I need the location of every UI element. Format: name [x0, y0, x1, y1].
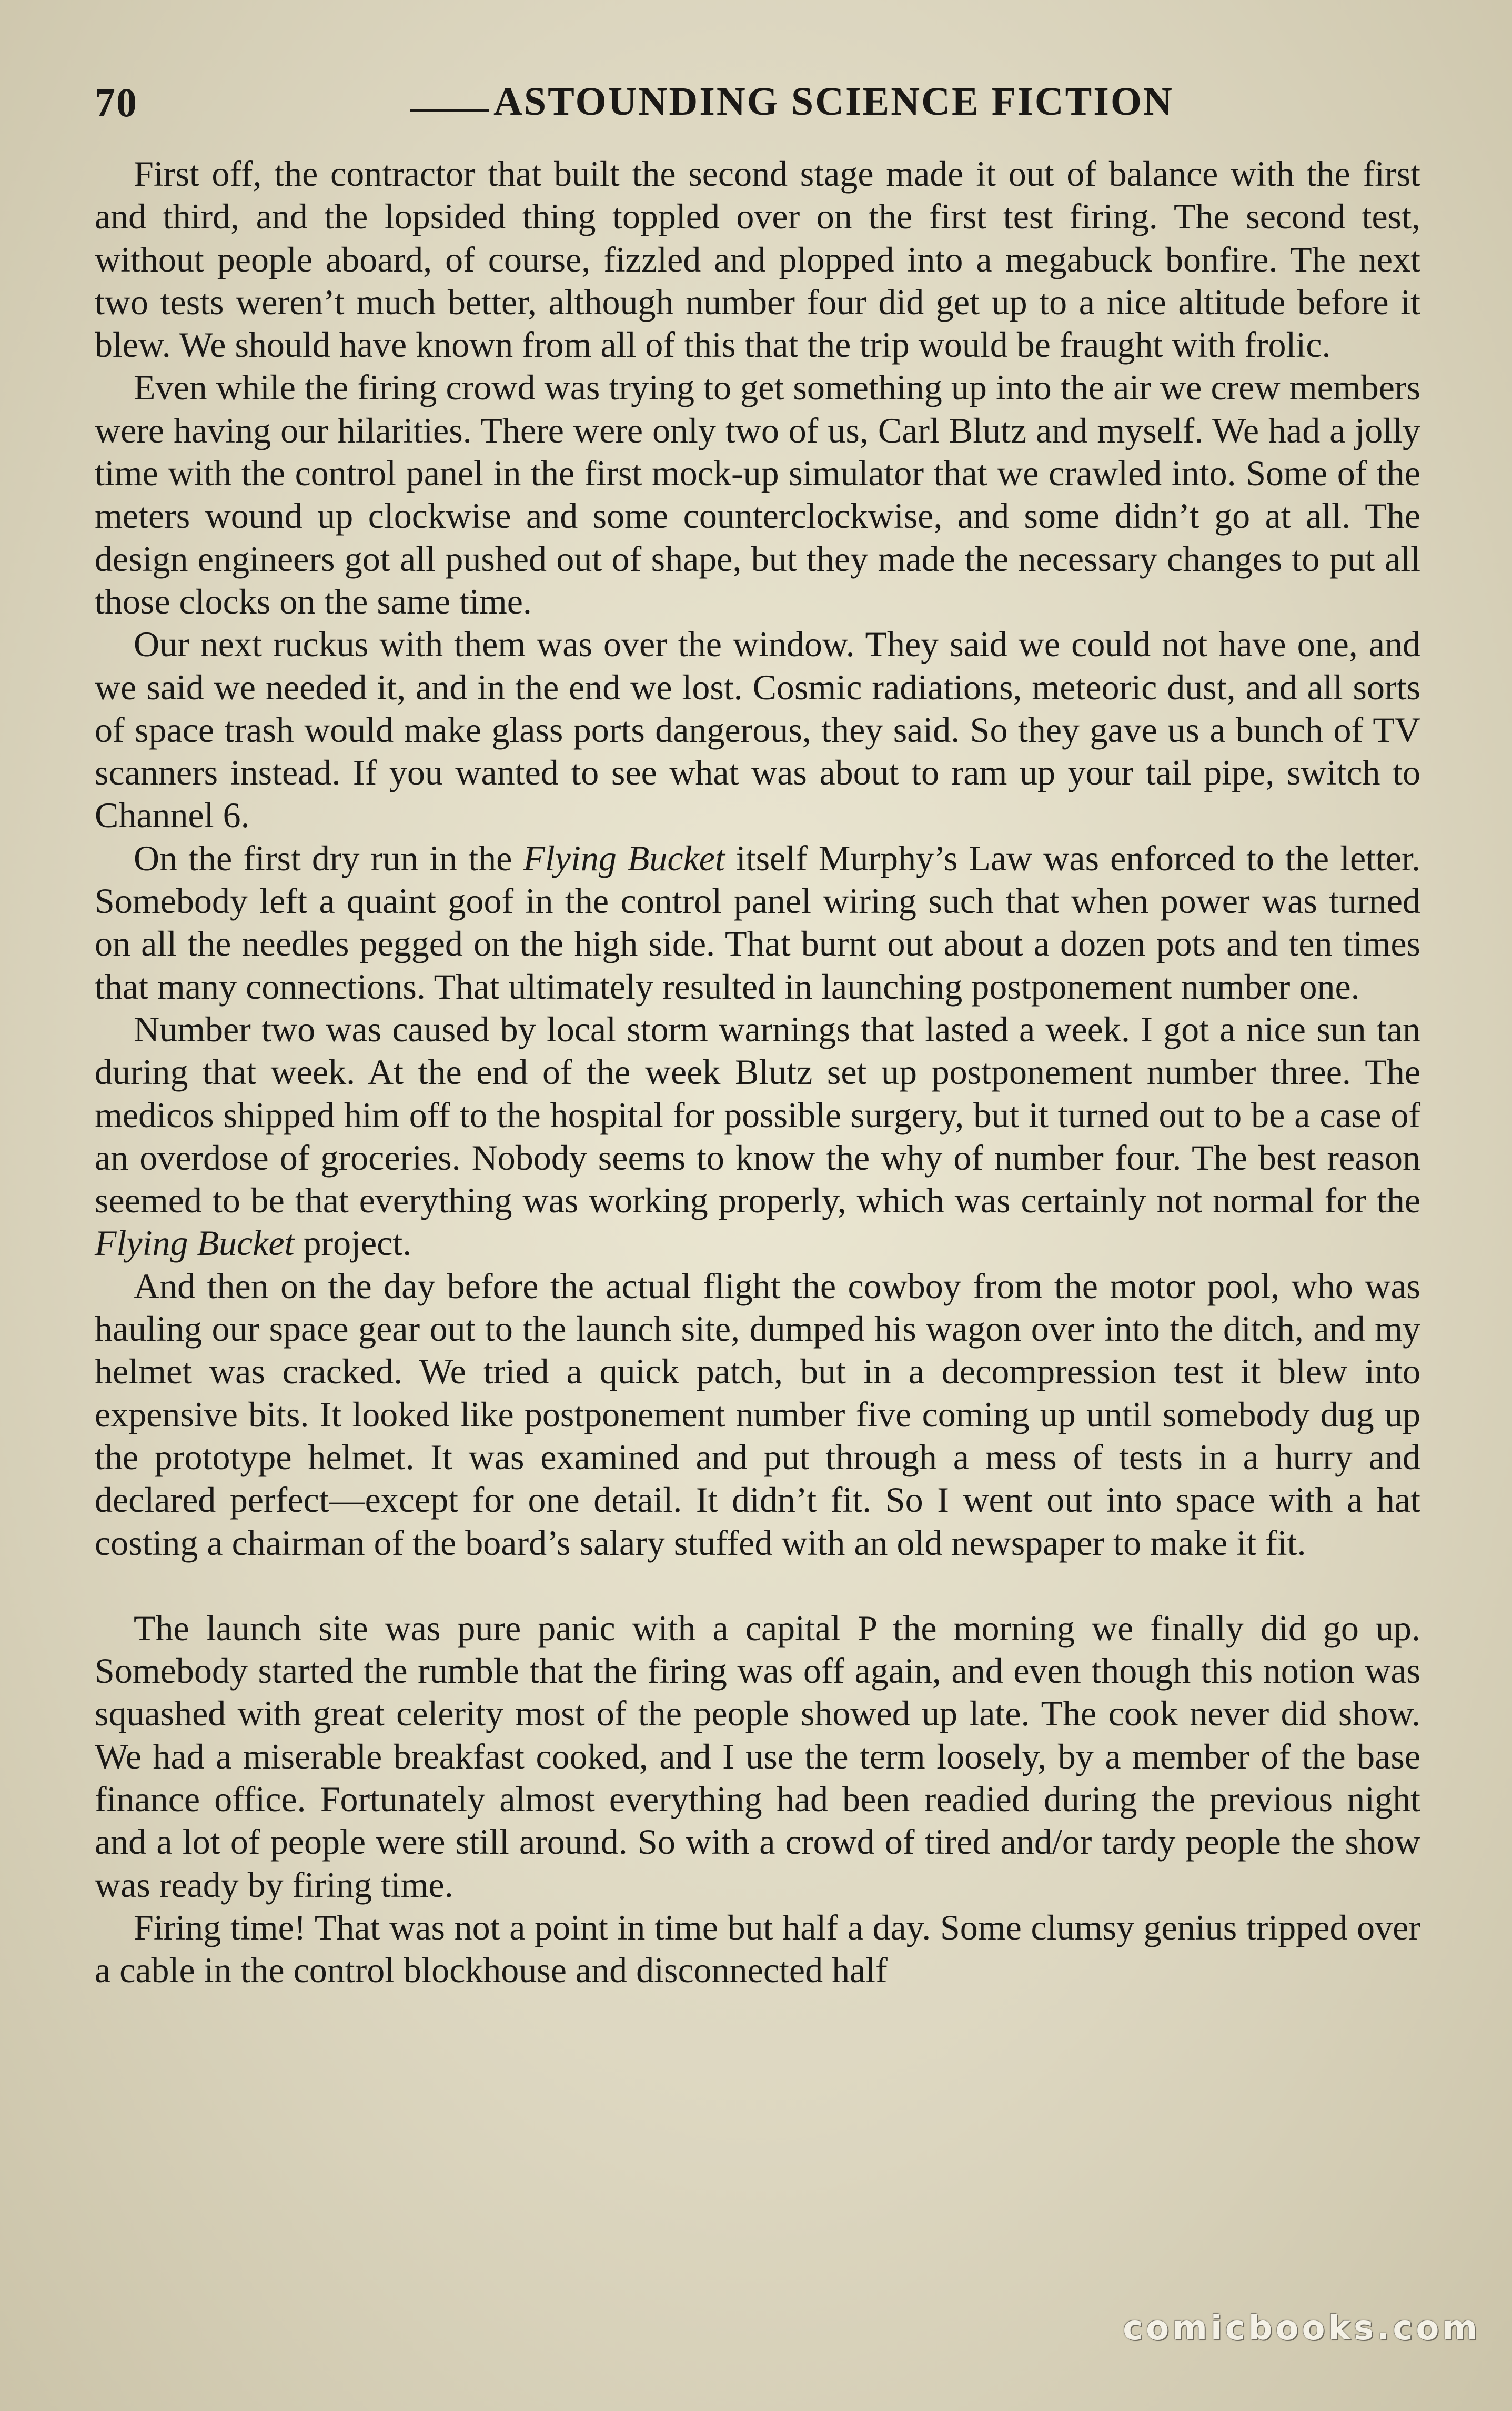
- paragraph-3: [95, 623, 1420, 837]
- paragraph-7: [95, 1607, 1420, 1906]
- paragraph-text: Our next ruckus with them was over the window. They said we could not have one, and we said we needed it, and in the end we lost. Cosmic radiations, meteoric dust, and all sorts of space trash would make glass ports dangerous, they said. So they gave us a bunch of TV scanners instead. If you wanted to see what was about to ram up your tail pipe, switch to Channel 6.: [95, 624, 1420, 836]
- paragraph-4: [95, 837, 1420, 1008]
- page-number: 70: [95, 79, 138, 125]
- paragraph-1: [95, 153, 1420, 366]
- running-title-wrap: [410, 79, 1174, 125]
- paragraph-text: The launch site was pure panic with a capital P the morning we finally did go up. Somebody started the rumble that the firing was off again, and even though this notion was squashed with great celerity most of the people showed up late. The cook never did show. We had a miserable breakfast cooked, and I use the term loosely, by a member of the base finance office. Fortunately almost everything had been readied during the previous night and a lot of people were still around. So with a crowd of tired and/or tardy people the show was ready by firing time.: [95, 1608, 1420, 1905]
- paragraph-text: Firing time! That was not a point in time but half a day. Some clumsy genius tripped over a cable in the control blockhouse and disconnected half: [95, 1907, 1420, 1991]
- running-header: [95, 79, 1420, 137]
- paragraph-text: And then on the day before the actual flight the cowboy from the motor pool, who was hauling our space gear out to the launch site, dumped his wagon over into the ditch, and my helmet was cracked. We tried a quick patch, but in a decompression test it blew into expensive bits. It looked like postponement number five coming up until somebody dug up the prototype helmet. It was examined and put through a mess of tests in a hurry and declared perfect—except for one detail. It didn’t fit. So I went out into space with a hat costing a chairman of the board’s salary stuffed with an old newspaper to make it fit.: [95, 1265, 1420, 1563]
- italic-ship-name: Flying Bucket: [523, 838, 725, 878]
- paragraph-text: itself Murphy’s Law was enforced to the letter. Somebody left a quaint goof in the control panel wiring such that when power was turned on all the needles pegged on the high side. That burnt out about a dozen pots and ten times that many connections. That ultimately resulted in launching postponement number one.: [95, 838, 1420, 1007]
- article-body: [95, 153, 1420, 1992]
- paragraph-text: Even while the firing crowd was trying to get something up into the air we crew members were having our hilarities. There were only two of us, Carl Blutz and myself. We had a jolly time with the control panel in the first mock-up simulator that we crawled into. Some of the meters wound up clockwise and some counterclockwise, and some didn’t go at all. The design engineers got all pushed out of shape, but they made the necessary changes to put all those clocks on the same time.: [95, 367, 1420, 621]
- paragraph-2: [95, 366, 1420, 623]
- paragraph-text: First off, the contractor that built the second stage made it out of balance with the first and third, and the lopsided thing toppled over on the first test firing. The second test, without people aboard, of course, fizzled and plopped into a megabuck bonfire. The next two tests weren’t much better, although number four did get up to a nice altitude before it blew. We should have known from all of this that the trip would be fraught with frolic.: [95, 154, 1420, 365]
- paragraph-8: [95, 1906, 1420, 1992]
- paragraph-text: Number two was caused by local storm warnings that lasted a week. I got a nice sun tan during that week. At the end of the week Blutz set up postponement number three. The medicos shipped him off to the hospital for possible surgery, but it turned out to be a case of an overdose of groceries. Nobody seems to know the why of number four. The best reason seemed to be that everything was working properly, which was certainly not normal for the: [95, 1009, 1420, 1221]
- running-title: ASTOUNDING SCIENCE FICTION: [493, 79, 1174, 124]
- title-rule: [410, 109, 489, 112]
- paragraph-6: [95, 1265, 1420, 1564]
- paragraph-text: project.: [294, 1223, 412, 1263]
- italic-ship-name: Flying Bucket: [95, 1223, 295, 1263]
- paragraph-5: [95, 1008, 1420, 1265]
- paragraph-text: On the first dry run in the: [134, 838, 523, 878]
- site-watermark: comicbooks.com: [1123, 2309, 1480, 2348]
